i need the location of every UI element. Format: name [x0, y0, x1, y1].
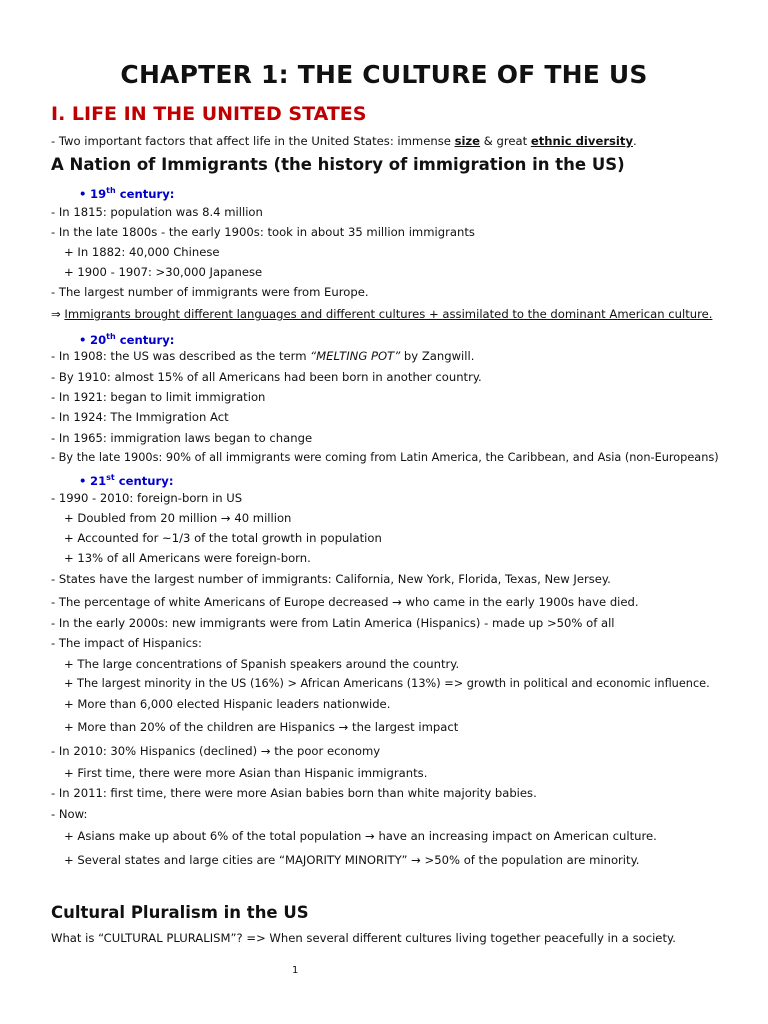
list-item: - Now: — [51, 807, 88, 821]
list-item: + In 1882: 40,000 Chinese — [64, 245, 220, 259]
list-item: - In 1924: The Immigration Act — [51, 410, 229, 424]
list-item: + Asians make up about 6% of the total population → have an increasing impact on American culture. — [64, 829, 657, 843]
list-item: - In 1815: population was 8.4 million — [51, 205, 263, 219]
bullet-icon: • — [79, 332, 87, 347]
century-label: century: — [115, 186, 175, 201]
century-label: century: — [114, 473, 174, 488]
intro-amp: & great — [480, 134, 531, 148]
intro-text: - Two important factors that affect life in the United States: immense — [51, 134, 455, 148]
list-item: - 1990 - 2010: foreign-born in US — [51, 491, 243, 505]
intro-line — [51, 133, 637, 149]
list-item: - In 1965: immigration laws began to change — [51, 431, 313, 445]
list-item: + First time, there were more Asian than Hispanic immigrants. — [64, 766, 428, 780]
list-item: + Several states and large cities are “MAJORITY MINORITY” → >50% of the population are minority. — [64, 853, 640, 867]
list-item: - In the late 1800s - the early 1900s: took in about 35 million immigrants — [51, 225, 475, 239]
list-item: + 13% of all Americans were foreign-born. — [64, 551, 311, 565]
list-item: - In 2011: first time, there were more Asian babies born than white majority babies. — [51, 786, 537, 800]
list-item: - By the late 1900s: 90% of all immigrants were coming from Latin America, the Caribbean, and Asia (non-Europeans) — [51, 451, 719, 464]
list-item: - The percentage of white Americans of Europe decreased → who came in the early 1900s have died. — [51, 595, 639, 609]
list-item: - In the early 2000s: new immigrants were from Latin America (Hispanics) - made up >50% of all — [51, 616, 615, 630]
list-item: - The impact of Hispanics: — [51, 636, 202, 650]
chapter-title: CHAPTER 1: THE CULTURE OF THE US — [120, 60, 648, 89]
list-item — [51, 348, 474, 364]
century-sup: th — [106, 332, 116, 341]
century-num: 20 — [90, 332, 107, 347]
intro-diversity: ethnic diversity — [530, 134, 634, 148]
century-sup: st — [106, 473, 115, 482]
list-item: - In 1921: began to limit immigration — [51, 390, 266, 404]
list-item: - In 2010: 30% Hispanics (declined) → the poor economy — [51, 744, 381, 758]
century-19-heading — [79, 183, 174, 202]
list-item: + Accounted for ~1/3 of the total growth in population — [64, 531, 382, 545]
list-item: + The large concentrations of Spanish speakers around the country. — [64, 657, 460, 671]
list-item: + The largest minority in the US (16%) > African Americans (13%) => growth in political and economic influence. — [64, 677, 710, 690]
conclusion-line — [51, 306, 712, 322]
nation-heading: A Nation of Immigrants (the history of immigration in the US) — [51, 155, 625, 174]
pluralism-heading: Cultural Pluralism in the US — [51, 903, 309, 922]
century-20-heading — [79, 329, 174, 348]
bullet-icon: • — [79, 473, 87, 488]
melting-pre: - In 1908: the US was described as the term — [51, 349, 311, 363]
bullet-icon: • — [79, 186, 87, 201]
list-item: + 1900 - 1907: >30,000 Japanese — [64, 265, 263, 279]
list-item: - The largest number of immigrants were from Europe. — [51, 285, 369, 299]
century-21-heading — [79, 470, 173, 489]
list-item: - States have the largest number of immigrants: California, New York, Florida, Texas, New Jersey. — [51, 572, 611, 586]
century-num: 21 — [90, 473, 107, 488]
arrow-icon: ⇒ — [51, 307, 65, 321]
list-item: + Doubled from 20 million → 40 million — [64, 511, 292, 525]
page-number: 1 — [292, 965, 299, 976]
melting-post: by Zangwill. — [400, 349, 475, 363]
list-item: + More than 20% of the children are Hispanics → the largest impact — [64, 720, 459, 734]
list-item: + More than 6,000 elected Hispanic leaders nationwide. — [64, 697, 391, 711]
section-heading: I. LIFE IN THE UNITED STATES — [51, 103, 367, 125]
pluralism-text: What is “CULTURAL PLURALISM”? => When several different cultures living together peacefully in a society. — [51, 931, 676, 945]
list-item: - By 1910: almost 15% of all Americans had been born in another country. — [51, 370, 482, 384]
intro-end: . — [633, 134, 637, 148]
conclusion-text: Immigrants brought different languages and different cultures + assimilated to the dominant American culture. — [64, 307, 713, 321]
melting-pot-term: “MELTING POT” — [310, 349, 401, 363]
intro-size: size — [454, 134, 481, 148]
century-sup: th — [106, 186, 116, 195]
century-num: 19 — [90, 186, 107, 201]
century-label: century: — [115, 332, 175, 347]
